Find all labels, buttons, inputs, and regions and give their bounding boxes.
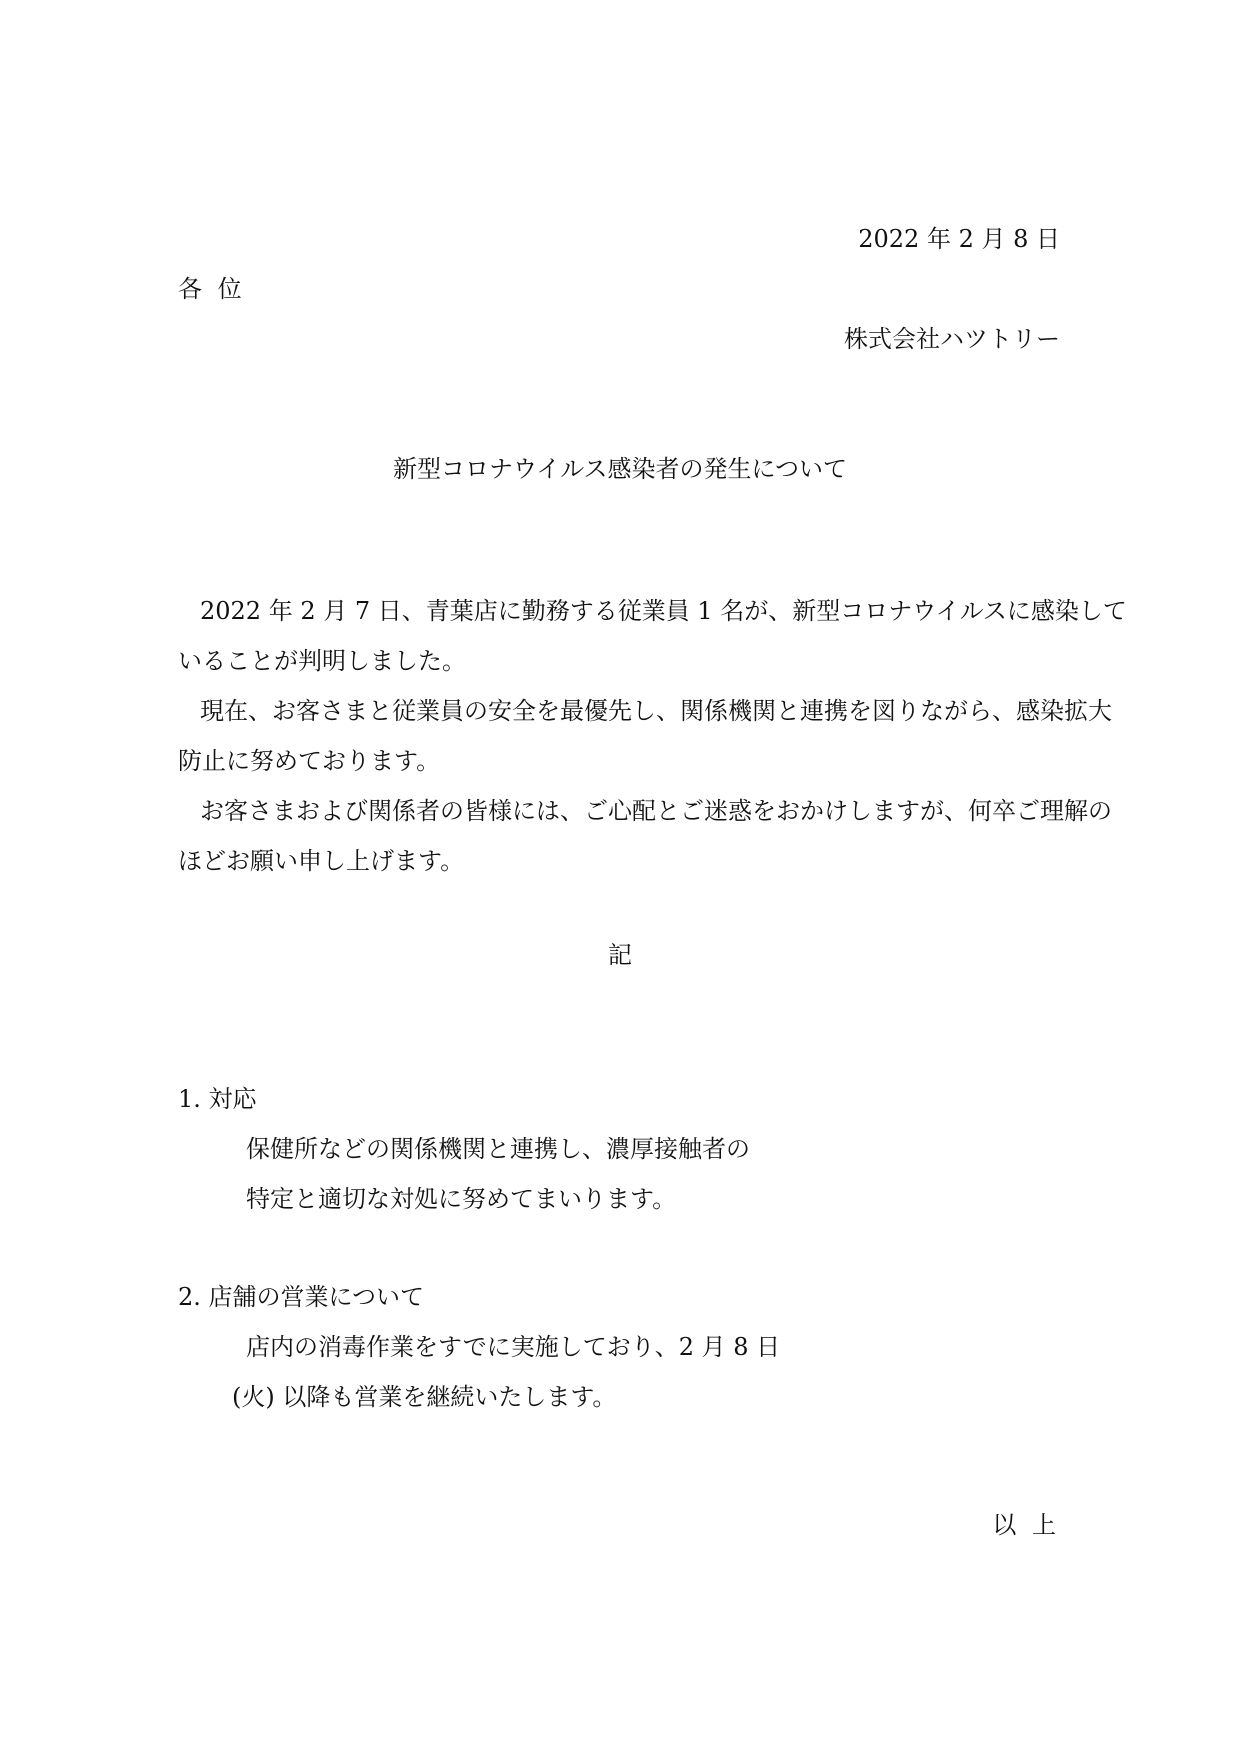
section-2-heading: 2. 店舗の営業について <box>178 1283 425 1311</box>
closing-text: 以 上 <box>992 1511 1060 1539</box>
sender-company: 株式会社ハツトリー <box>844 325 1060 353</box>
body-paragraph-1-line-1: 2022 年 2 月 7 日、青葉店に勤務する従業員 1 名が、新型コロナウイルスに感染して <box>200 597 1127 625</box>
ki-heading: 記 <box>608 941 632 969</box>
section-1-line-2: 特定と適切な対処に努めてまいります。 <box>246 1185 677 1213</box>
document-title: 新型コロナウイルス感染者の発生について <box>392 455 848 483</box>
body-paragraph-2-line-1: 現在、お客さまと従業員の安全を最優先し、関係機関と連携を図りながら、感染拡大 <box>200 697 1112 725</box>
body-paragraph-1-line-2: いることが判明しました。 <box>178 647 466 675</box>
addressee: 各 位 <box>178 275 246 303</box>
section-1-heading: 1. 対応 <box>178 1085 257 1113</box>
body-paragraph-3-line-2: ほどお願い申し上げます。 <box>178 847 465 875</box>
document-date: 2022 年 2 月 8 日 <box>858 225 1060 253</box>
section-2-line-2: (火) 以降も営業を継続いたします。 <box>232 1383 617 1411</box>
section-2-line-1: 店内の消毒作業をすでに実施しており、2 月 8 日 <box>246 1333 781 1361</box>
section-1-line-1: 保健所などの関係機関と連携し、濃厚接触者の <box>246 1135 750 1163</box>
body-paragraph-3-line-1: お客さまおよび関係者の皆様には、ご心配とご迷惑をおかけしますが、何卒ご理解の <box>200 797 1112 825</box>
body-paragraph-2-line-2: 防止に努めております。 <box>178 747 441 775</box>
